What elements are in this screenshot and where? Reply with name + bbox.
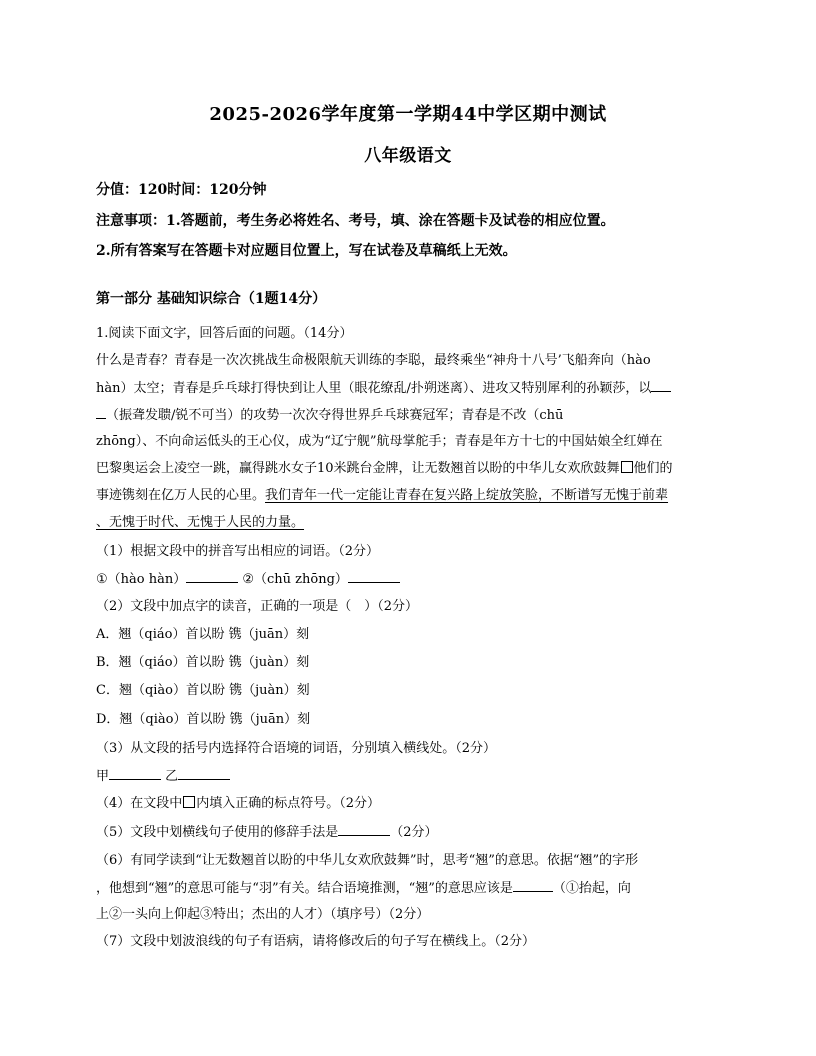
item-5 xyxy=(96,823,720,842)
item-3-answers xyxy=(96,767,720,786)
item-6-line-1: （6）有同学读到“让无数翘首以盼的中华儿女欢欣鼓舞”时，思考“翘”的意思。依据“翘”的字形 xyxy=(96,853,639,868)
item-5-text-a: （5）文段中划横线句子使用的修辞手法是 xyxy=(96,825,339,840)
item-6-line-2 xyxy=(96,879,720,898)
item-3-jia-label: 甲 xyxy=(96,769,110,784)
blank-jia-part1 xyxy=(651,379,671,392)
passage-line-6 xyxy=(96,487,720,505)
passage-line-2-text: hàn）太空；青春是乒乓球打得快到让人里（眼花缭乱/扑朔迷离）、进攻又特别犀利的孙颖莎，以 xyxy=(96,381,652,396)
passage-line-1: 什么是青春？青春是一次次挑战生命极限航天训练的李聪，最终乘坐“神舟十八号’飞船奔向（hào xyxy=(96,353,651,368)
item-4-text-a: （4）在文段中 xyxy=(96,796,183,811)
notice-line-2: 2.所有答案写在答题卡对应题目位置上，写在试卷及草稿纸上无效。 xyxy=(96,243,517,259)
answer-blank-1b xyxy=(348,570,400,583)
passage-line-3 xyxy=(96,406,720,425)
option-c: C．翘（qiào）首以盼 镌（juàn）刻 xyxy=(96,683,310,698)
exam-subtitle: 八年级语文 xyxy=(364,146,452,166)
underlined-sentence-part2: 、无愧于时代、无愧于人民的力量。 xyxy=(96,515,305,530)
passage-line-2 xyxy=(96,379,720,398)
item-2: （2）文段中加点字的读音，正确的一项是（ ）（2分） xyxy=(96,599,419,614)
answer-blank-5 xyxy=(338,823,390,836)
item-1: （1）根据文段中的拼音写出相应的词语。（2分） xyxy=(96,544,380,559)
option-d: D．翘（qiào）首以盼 镌（juān）刻 xyxy=(96,712,311,727)
item-1b-label: ②（chū zhōng） xyxy=(238,572,348,587)
passage-line-4: zhōng）、不向命运低头的王心仪，成为“辽宁舰”航母掌舵手；青春是年方十七的中国姑娘全红婵在 xyxy=(96,434,663,449)
item-3-yi-label: 乙 xyxy=(161,769,179,784)
answer-blank-6 xyxy=(513,879,553,892)
answer-blank-yi xyxy=(178,767,230,780)
item-7: （7）文段中划波浪线的句子有语病，请将修改后的句子写在横线上。（2分） xyxy=(96,934,536,949)
item-6-text-c: （①抬起，向 xyxy=(552,881,631,896)
item-1a-label: ①（hào hàn） xyxy=(96,572,187,587)
passage-line-5-text: 巴黎奥运会上凌空一跳，赢得跳水女子10米跳台金牌，让无数翘首以盼的中华儿女欢欣鼓舞 xyxy=(96,461,620,476)
exam-title: 2025-2026学年度第一学期44中学区期中测试 xyxy=(209,104,607,125)
answer-blank-jia xyxy=(109,767,161,780)
question-intro: 1.阅读下面文字，回答后面的问题。（14分） xyxy=(96,326,353,341)
item-1-answers xyxy=(96,570,720,589)
item-3: （3）从文段的括号内选择符合语境的词语，分别填入横线处。（2分） xyxy=(96,741,497,756)
option-a: A．翘（qiáo）首以盼 镌（juān）刻 xyxy=(96,627,310,642)
score-time: 分值：120时间：120分钟 xyxy=(96,182,267,198)
blank-jia-part2 xyxy=(96,406,106,419)
item-4-text-b: 内填入正确的标点符号。（2分） xyxy=(196,796,381,811)
passage-line-3-text: （振聋发聩/锐不可当）的攻势一次次夺得世界乒乓球赛冠军；青春是不改（chū xyxy=(106,408,564,423)
notice-line-1: 注意事项：1.答题前，考生务必将姓名、考号，填、涂在答题卡及试卷的相应位置。 xyxy=(96,213,615,229)
item-6-line-3: 上②一头向上仰起③特出；杰出的人才）（填序号）（2分） xyxy=(96,907,430,922)
underlined-sentence-part1: 我们青年一代一定能让青春在复兴路上绽放笑脸，不断谱写无愧于前辈 xyxy=(265,488,669,503)
option-b: B．翘（qiáo）首以盼 镌（juàn）刻 xyxy=(96,655,310,670)
passage-line-5-tail: 他们的 xyxy=(633,461,673,476)
section-title: 第一部分 基础知识综合（1题14分） xyxy=(96,291,327,307)
item-5-text-b: （2分） xyxy=(390,825,438,840)
punctuation-box-ref xyxy=(183,796,195,808)
item-4 xyxy=(96,795,720,813)
punctuation-box xyxy=(621,461,633,473)
passage-line-5 xyxy=(96,460,720,478)
item-6-text-b: ，他想到“翘”的意思可能与“羽”有关。结合语境推测，“翘”的意思应该是 xyxy=(96,881,513,896)
passage-line-6-text: 事迹镌刻在亿万人民的心里。 xyxy=(96,488,266,503)
answer-blank-1a xyxy=(186,570,238,583)
